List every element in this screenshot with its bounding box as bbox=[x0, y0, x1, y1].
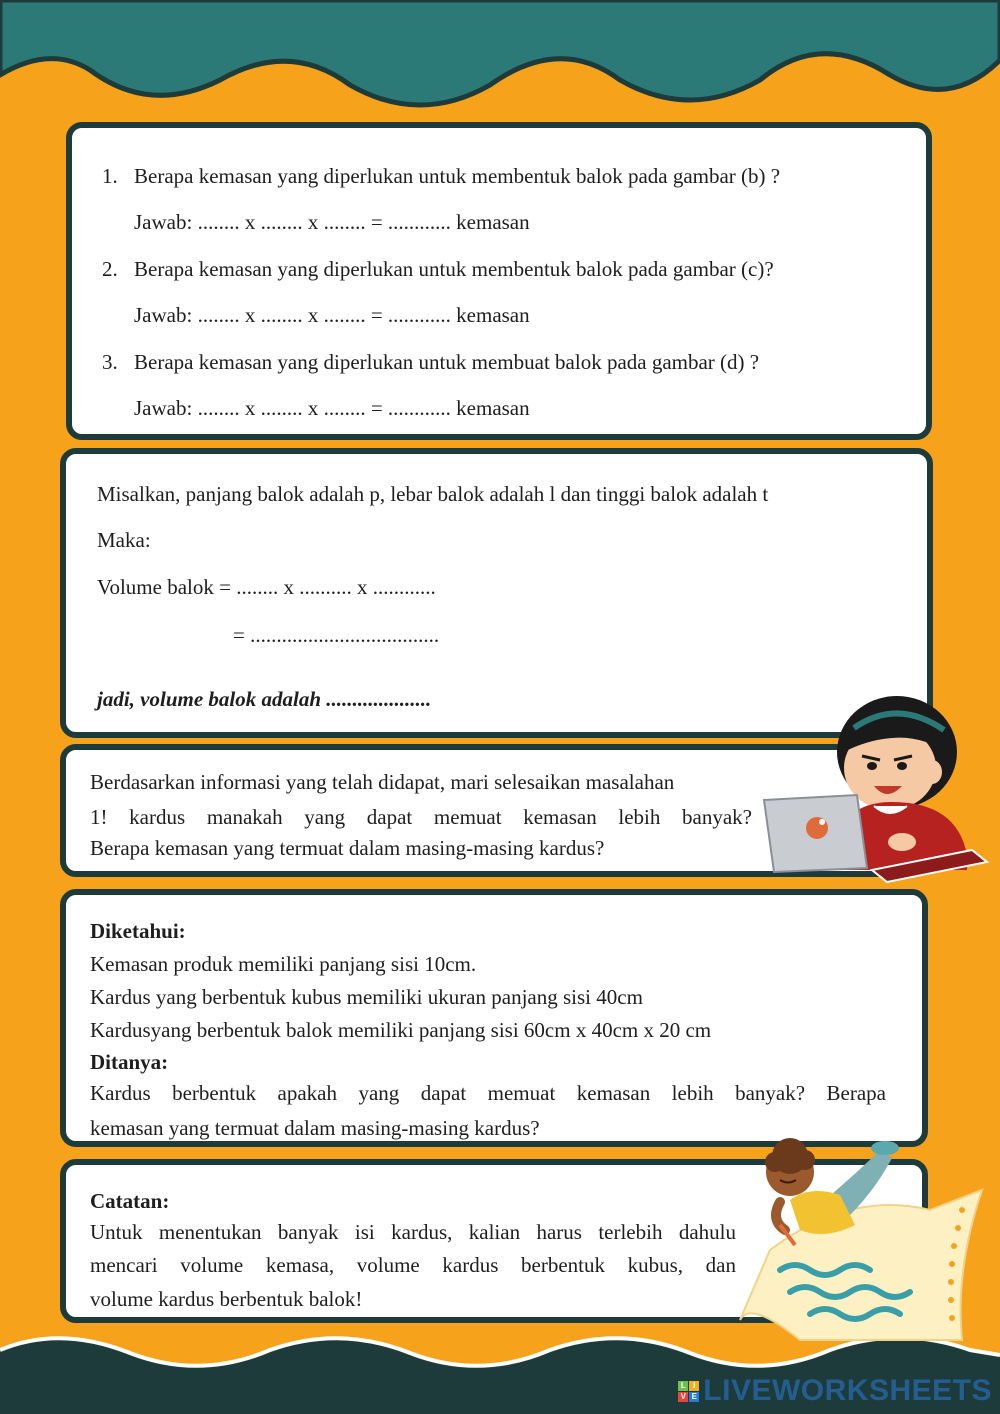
problem-line-3: Berapa kemasan yang termuat dalam masing-masing kardus? bbox=[90, 836, 605, 860]
known-item-1: Kemasan produk memiliki panjang sisi 10cm. bbox=[90, 952, 477, 976]
volume-formula-line-2[interactable]: = .................................... bbox=[233, 623, 440, 647]
question-1-text: Berapa kemasan yang diperlukan untuk membentuk balok pada gambar (b) ? bbox=[134, 164, 781, 188]
asked-heading: Ditanya: bbox=[90, 1050, 169, 1074]
logo-letter: V bbox=[678, 1392, 688, 1402]
volume-intro: Misalkan, panjang balok adalah p, lebar balok adalah l dan tinggi balok adalah t bbox=[97, 482, 769, 506]
note-line-1: Untuk menentukan banyak isi kardus, kalian harus terlebih dahulu bbox=[90, 1220, 736, 1244]
asked-line-1: Kardus berbentuk apakah yang dapat memuat kemasan lebih banyak? Berapa bbox=[90, 1081, 886, 1105]
logo-letter: I bbox=[689, 1381, 699, 1391]
note-line-3: volume kardus berbentuk balok! bbox=[90, 1287, 363, 1311]
question-2-number: 2. bbox=[102, 257, 118, 281]
top-wave-decoration bbox=[0, 0, 1000, 120]
logo-letter: E bbox=[689, 1392, 699, 1402]
question-3-answer[interactable]: Jawab: ........ x ........ x ........ = ............ kemasan bbox=[134, 396, 530, 420]
note-heading: Catatan: bbox=[90, 1189, 170, 1213]
question-1-answer[interactable]: Jawab: ........ x ........ x ........ = ............ kemasan bbox=[134, 210, 530, 234]
known-asked-card bbox=[60, 889, 928, 1147]
boy-writing-illustration bbox=[730, 1130, 992, 1345]
question-3-number: 3. bbox=[102, 350, 118, 374]
known-heading: Diketahui: bbox=[90, 919, 186, 943]
logo-letter: L bbox=[678, 1381, 688, 1391]
girl-laptop-illustration bbox=[762, 690, 992, 885]
liveworksheets-logo-icon bbox=[678, 1381, 699, 1402]
liveworksheets-watermark bbox=[678, 1374, 992, 1408]
asked-line-2: kemasan yang termuat dalam masing-masing kardus? bbox=[90, 1116, 540, 1140]
volume-formula-line-1[interactable]: Volume balok = ........ x .......... x ............ bbox=[97, 575, 436, 599]
problem-line-2: 1! kardus manakah yang dapat memuat kemasan lebih banyak? bbox=[90, 805, 752, 829]
volume-maka: Maka: bbox=[97, 528, 151, 552]
question-3-text: Berapa kemasan yang diperlukan untuk membuat balok pada gambar (d) ? bbox=[134, 350, 760, 374]
question-2-text: Berapa kemasan yang diperlukan untuk membentuk balok pada gambar (c)? bbox=[134, 257, 774, 281]
question-2-answer[interactable]: Jawab: ........ x ........ x ........ = ............ kemasan bbox=[134, 303, 530, 327]
volume-conclusion[interactable]: jadi, volume balok adalah .................... bbox=[97, 687, 432, 711]
note-line-2: mencari volume kemasa, volume kardus berbentuk kubus, dan bbox=[90, 1253, 736, 1277]
question-1-number: 1. bbox=[102, 164, 118, 188]
questions-card bbox=[66, 122, 932, 440]
known-item-2: Kardus yang berbentuk kubus memiliki ukuran panjang sisi 40cm bbox=[90, 985, 643, 1009]
problem-line-1: Berdasarkan informasi yang telah didapat, mari selesaikan masalahan bbox=[90, 770, 675, 794]
known-item-3: Kardusyang berbentuk balok memiliki panjang sisi 60cm x 40cm x 20 cm bbox=[90, 1018, 712, 1042]
liveworksheets-text: LIVEWORKSHEETS bbox=[703, 1374, 992, 1407]
